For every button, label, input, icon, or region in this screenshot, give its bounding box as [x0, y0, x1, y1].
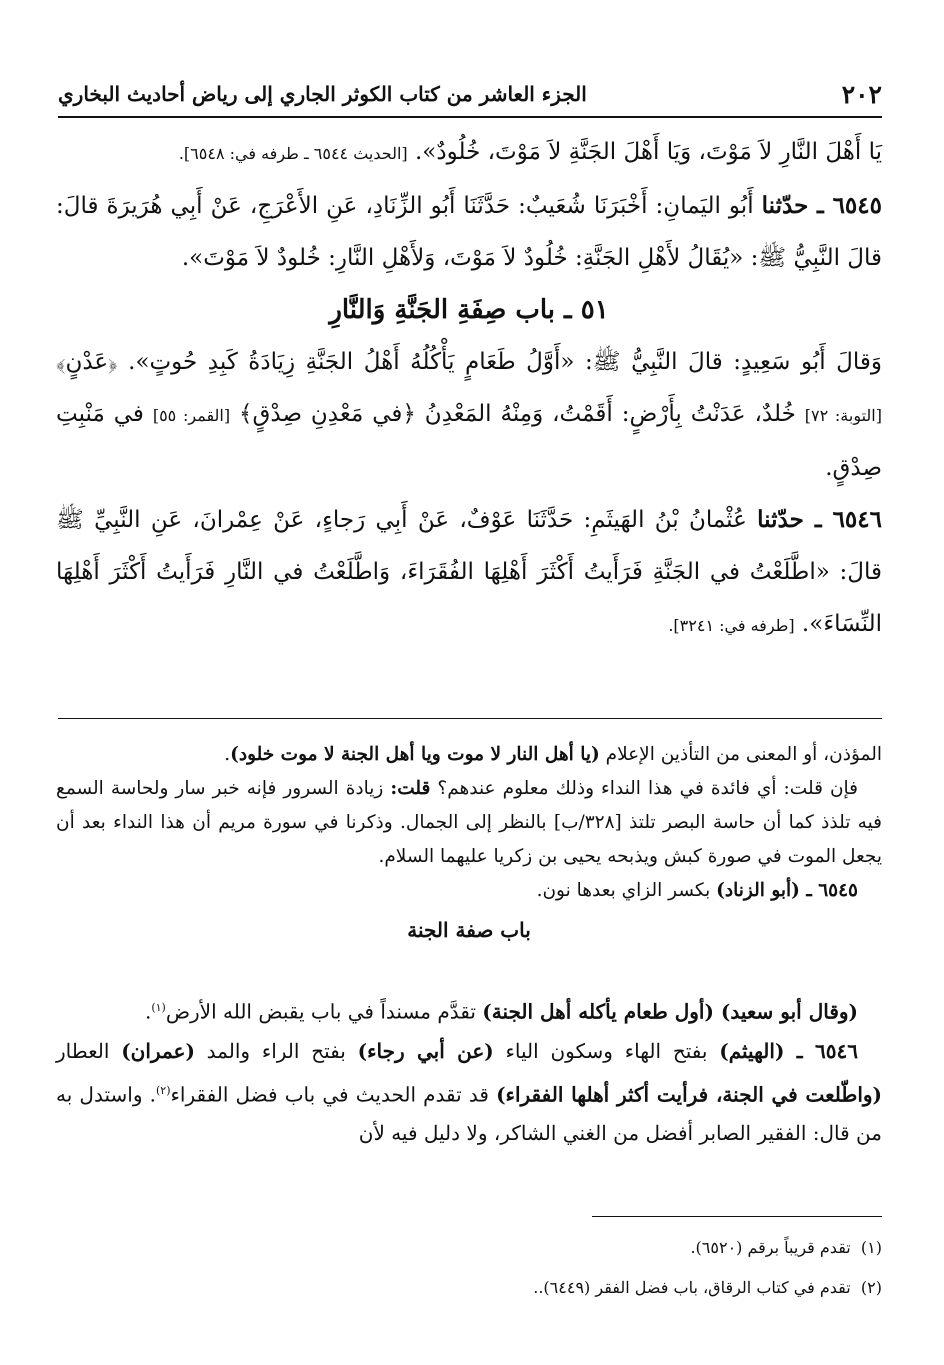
- footnote-separator: [592, 1216, 882, 1217]
- commentary-block: [56, 738, 882, 952]
- commentary-section-title: باب صفة الجنة: [407, 918, 531, 942]
- footnote: [56, 1268, 882, 1308]
- hadith-6546: ٦٥٤٦ ـ حدّثنا عُثْمانُ بْنُ الهَيثَمِ: حَدَّثَنَا عَوْفٌ، عَنْ أَبِي رَجاءٍ، عَنْ عِمْرانَ، عَنِ النَّبِيِّ ﷺ قالَ: «اطَّلَعْتُ في الجَنَّةِ فَرَأَيتُ أَكْثَرَ أَهْلِهَا الفُقَرَاءَ، وَاطَّلَعْتُ في النَّارِ فَرَأَيتُ أَكْثَرَ أَهْلِهَا النِّسَاءَ». [طرفه في: ٣٢٤١].: [56, 506, 882, 637]
- running-title: الجزء العاشر من كتاب الكوثر الجاري إلى رياض أحاديث البخاري: [58, 82, 587, 106]
- quran-reference: [التوبة: ٧٢]: [804, 406, 882, 425]
- quran-reference: [القمر: ٥٥]: [152, 406, 231, 425]
- commentary-paragraph: ٦٥٤٦ ـ (الهيثم) بفتح الهاء وسكون الياء (عن أبي رجاء) بفتح الراء والمد (عمران) العطار (واطّلعت في الجنة، فرأيت أكثر أهلها الفقراء) قد تقدم الحديث في باب فضل الفقراء$^{(٢)}$. واستدل به من قال: الفقير الصابر أفضل من الغني الشاكر، ولا دليل فيه لأن: [56, 1038, 882, 1146]
- main-text: [56, 126, 882, 652]
- footnote-text: تقدم في كتاب الرقاق، باب فضل الفقر (٦٤٤٩)..: [533, 1278, 851, 1297]
- hadith-6545: ٦٥٤٥ ـ حدّثنا أَبُو اليَمانِ: أَخْبَرَنَا شُعَيبٌ: حَدَّثَنَا أَبُو الزِّنَادِ، عَنِ الأَعْرَجِ، عَنْ أَبِي هُرَيرَةَ قالَ: قالَ النَّبِيُّ ﷺ: «يُقَالُ لأَهْلِ الجَنَّةِ: خُلُودٌ لاَ مَوْتَ، وَلأَهْلِ النَّارِ: خُلودٌ لاَ مَوْتَ».: [56, 192, 882, 271]
- footnote-marker: (٢): [155, 1083, 171, 1097]
- footnote-text: تقدم قريباً برقم (٦٥٢٠).: [690, 1238, 851, 1257]
- footnote: [56, 1228, 882, 1268]
- footnote-number: (١): [860, 1238, 882, 1257]
- hadith-reference: [طرفه في: ٣٢٤١].: [668, 616, 795, 635]
- abu-said-narration: وَقالَ أَبُو سَعِيدٍ: قالَ النَّبِيُّ ﷺ: «أَوَّلُ طَعَامٍ يَأْكُلُهُ أَهْلُ الجَنَّةِ زِيَادَةُ كَبِدِ حُوتٍ». ﴿عَدْنٍ﴾ [التوبة: ٧٢] خُلدٌ، عَدَنْتُ بِأَرْضٍ: أَقَمْتُ، وَمِنْهُ المَعْدِنُ ﴿في مَعْدِنِ صِدْقٍ﴾ [القمر: ٥٥] في مَنْبِتِ صِدْقٍ.: [56, 349, 882, 481]
- commentary-block-2: [56, 988, 882, 1153]
- commentary-separator: [58, 718, 882, 719]
- commentary-paragraph: المؤذن، أو المعنى من التأذين الإعلام (يا أهل النار لا موت ويا أهل الجنة لا موت خلود).: [224, 744, 882, 765]
- commentary-paragraph: ٦٥٤٥ ـ (أبو الزناد) بكسر الزاي بعدها نون.: [536, 880, 858, 901]
- page-number: ٢٠٢: [841, 79, 882, 109]
- footnotes: [56, 1228, 882, 1308]
- hadith-6544-ending: يَا أَهْلَ النَّارِ لاَ مَوْتَ، وَيَا أَهْلَ الجَنَّةِ لاَ مَوْتَ، خُلُودٌ». [الحديث ٦٥٤٤ ـ طرفه في: ٦٥٤٨].: [178, 139, 882, 165]
- commentary-paragraph: (وقال أبو سعيد) (أول طعام يأكله أهل الجنة) تقدَّم مسنداً في باب يقبض الله الأرض$^{(١)}$.: [144, 999, 858, 1024]
- hadith-number: ٦٥٤٥ ـ حدّثنا: [761, 192, 882, 219]
- footnote-marker: (١): [151, 1001, 166, 1014]
- footnote-number: (٢): [860, 1278, 882, 1297]
- hadith-reference: [الحديث ٦٥٤٤ ـ طرفه في: ٦٥٤٨].: [178, 144, 408, 163]
- commentary-paragraph: فإن قلت: أي فائدة في هذا النداء وذلك معلوم عندهم؟ قلت: زيادة السرور فإنه خبر سار ولحاسة السمع فيه تلذذ كما أن حاسة البصر تلتذ [٣٢٨/ب] بالنظر إلى الجمال. وذكرنا في سورة مريم أن هذا النداء بعد أن يجعل الموت في صورة كبش ويذبحه يحيى بن زكريا عليهما السلام.: [56, 778, 882, 867]
- hadith-number: ٦٥٤٦ ـ حدّثنا: [757, 506, 882, 533]
- page-header: [58, 72, 882, 118]
- section-title: ٥١ ـ باب صِفَةِ الجَنَّةِ وَالنَّارِ: [329, 295, 609, 325]
